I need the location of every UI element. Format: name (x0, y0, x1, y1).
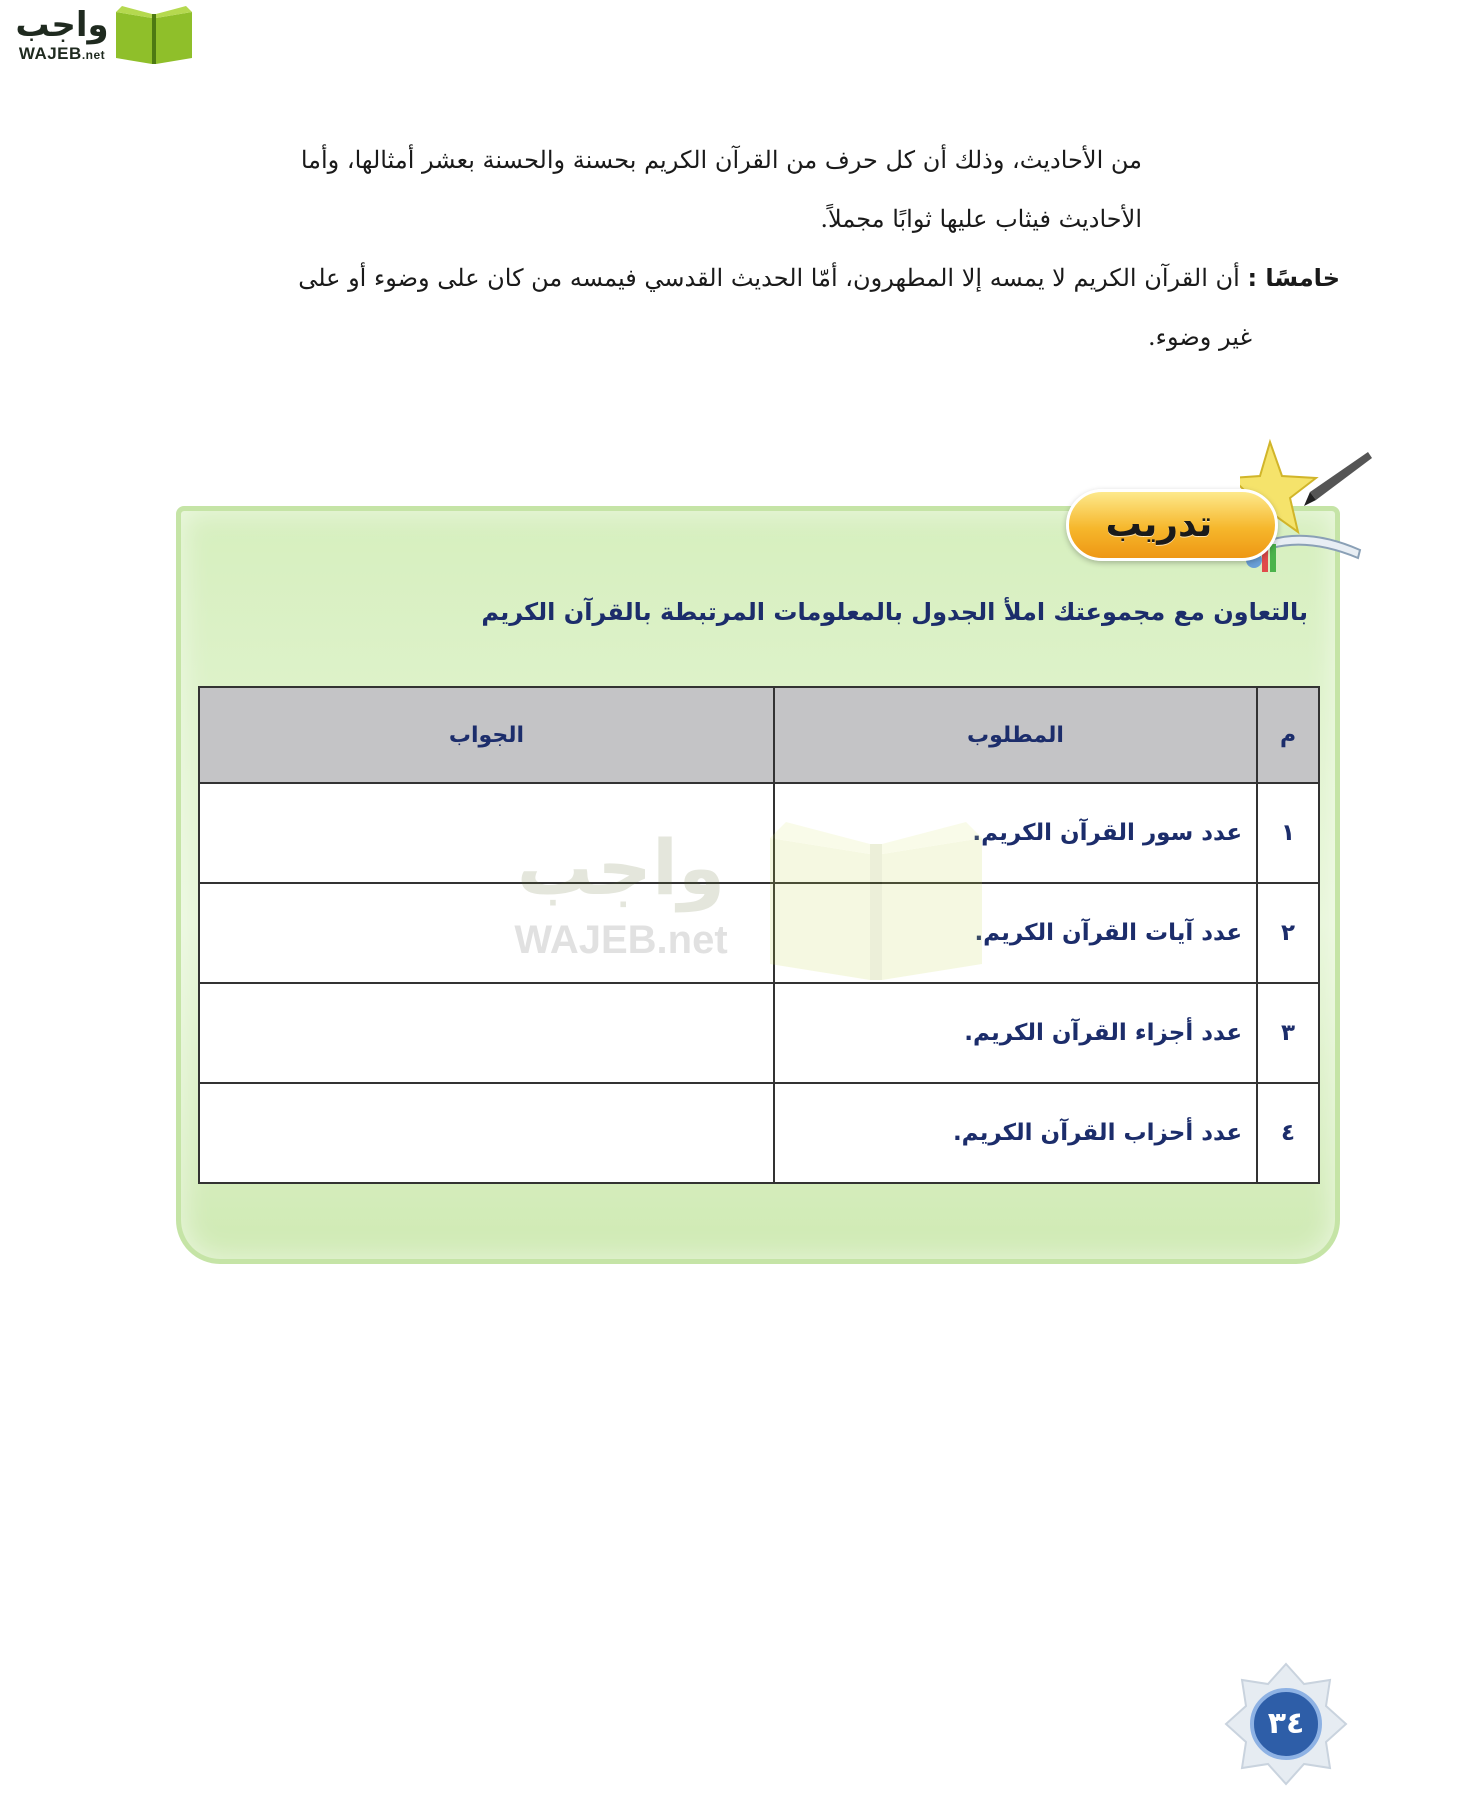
logo-latin-suffix: .net (81, 48, 106, 62)
table-header-row (199, 687, 1319, 783)
training-badge-label: تدريب (1105, 504, 1213, 545)
training-badge (1066, 489, 1278, 561)
table-row (199, 783, 1319, 883)
book-icon (114, 4, 194, 66)
paragraph-2-line-1 (298, 248, 1340, 308)
paragraph-1-line-1: من الأحاديث، وذلك أن كل حرف من القرآن الكريم بحسنة والحسنة بعشر أمثالها، وأما (300, 146, 1142, 174)
row-required: عدد أجزاء القرآن الكريم. (774, 983, 1257, 1083)
row-answer[interactable] (199, 883, 774, 983)
row-num: ٣ (1257, 983, 1319, 1083)
paragraph-1-line-2: الأحاديث فيثاب عليها ثوابًا مجملاً. (820, 205, 1142, 233)
page-number: ٣٤ (1267, 1706, 1305, 1741)
training-instruction: بالتعاون مع مجموعتك املأ الجدول بالمعلومات المرتبطة بالقرآن الكريم (481, 598, 1308, 626)
header-required: المطلوب (774, 687, 1257, 783)
row-required: عدد أحزاب القرآن الكريم. (774, 1083, 1257, 1183)
header-num: م (1257, 687, 1319, 783)
site-logo[interactable] (10, 4, 190, 70)
row-answer[interactable] (199, 783, 774, 883)
row-required: عدد آيات القرآن الكريم. (774, 883, 1257, 983)
table-row (199, 983, 1319, 1083)
training-table (198, 686, 1320, 1184)
row-answer[interactable] (199, 1083, 774, 1183)
row-num: ٤ (1257, 1083, 1319, 1183)
row-answer[interactable] (199, 983, 774, 1083)
paragraph-2-lead: خامسًا : (1247, 264, 1340, 292)
paragraph-2-line-2: غير وضوء. (1148, 323, 1252, 351)
paragraph-2-text: أن القرآن الكريم لا يمسه إلا المطهرون، أمّا الحديث القدسي فيمسه من كان على وضوء أو على (298, 264, 1248, 292)
row-num: ٢ (1257, 883, 1319, 983)
logo-arabic-text: واجب (15, 5, 109, 45)
logo-latin-text (10, 44, 114, 64)
logo-latin-name: WAJEB (18, 44, 82, 63)
table-row (199, 1083, 1319, 1183)
row-num: ١ (1257, 783, 1319, 883)
table-row (199, 883, 1319, 983)
header-answer: الجواب (199, 687, 774, 783)
row-required: عدد سور القرآن الكريم. (774, 783, 1257, 883)
